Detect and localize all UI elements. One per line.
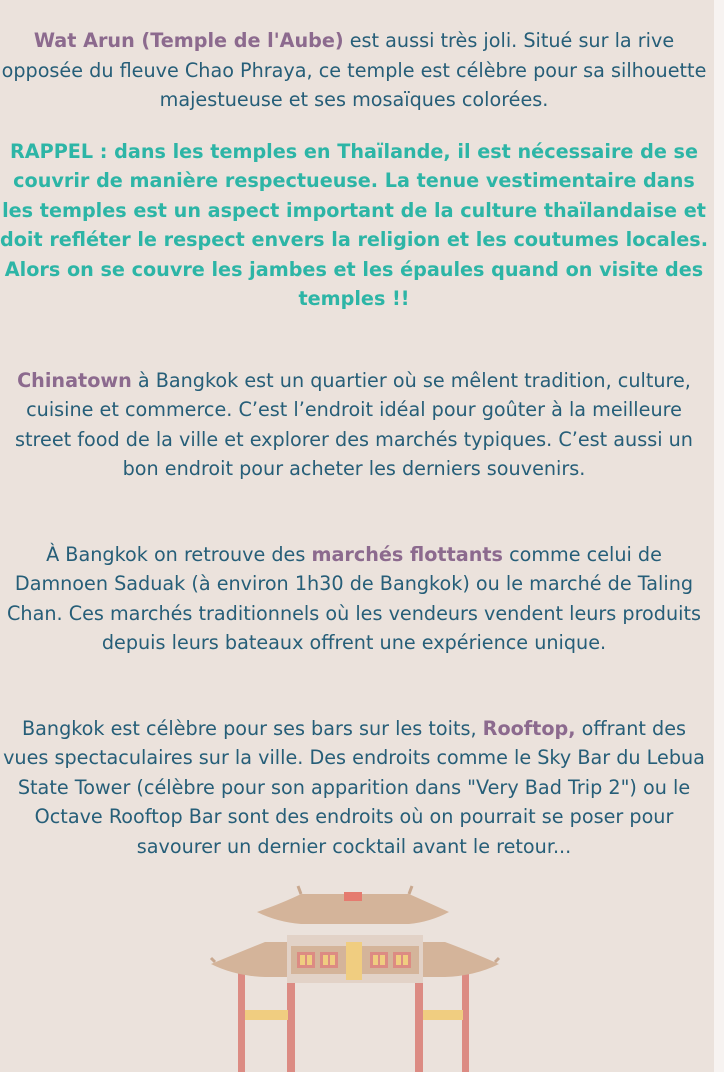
highlight-marches-flottants: marchés flottants [311, 542, 503, 566]
text-chinatown: à Bangkok est un quartier où se mêlent tradition, culture, cuisine et commerce. C’est l’endroit idéal pour goûter à la meilleure street food de la ville et explorer des marchés typiques. C’est aussi un bon endroit pour acheter les derniers souvenirs. [15, 368, 693, 480]
highlight-chinatown: Chinatown [17, 368, 132, 392]
chinese-gate-icon [205, 880, 505, 1072]
paragraph-wat-arun [0, 26, 710, 115]
text-rooftop-after: offrant des vues spectaculaires sur la ville. Des endroits comme le Sky Bar du Lebua State Tower (célèbre pour son apparition dans "Very Bad Trip 2") ou le Octave Rooftop Bar sont des endroits où on pourrait se poser pour savourer un dernier cocktail avant le retour... [3, 716, 705, 858]
text-marches-before: À Bangkok on retrouve des [46, 542, 312, 566]
text-marches-after: comme celui de Damnoen Saduak (à environ 1h30 de Bangkok) ou le marché de Taling Chan. Ces marchés traditionnels où les vendeurs vendent leurs produits depuis leurs bateaux offrent une expérience unique. [7, 542, 701, 654]
text-rooftop-before: Bangkok est célèbre pour ses bars sur les toits, [21, 716, 483, 740]
text-wat-arun: est aussi très joli. Situé sur la rive opposée du fleuve Chao Phraya, ce temple est célèbre pour sa silhouette majestueuse et ses mosaïques colorées. [1, 29, 707, 111]
paragraph-rappel: RAPPEL : dans les temples en Thaïlande, il est nécessaire de se couvrir de manière respectueuse. La tenue vestimentaire dans les temples est un aspect important de la culture thaïlandaise et doit refléter le respect envers la religion et les coutumes locales. Alors on se couvre les jambes et les épaules quand on visite des temples !! [0, 139, 709, 310]
highlight-rooftop: Rooftop, [482, 716, 576, 740]
article-content [0, 26, 710, 861]
paragraph-marches-flottants [0, 540, 710, 658]
paragraph-chinatown [0, 366, 710, 484]
highlight-wat-arun: Wat Arun (Temple de l'Aube) [33, 29, 344, 52]
paragraph-rooftop [0, 714, 710, 862]
page-edge-strip [714, 0, 724, 1072]
